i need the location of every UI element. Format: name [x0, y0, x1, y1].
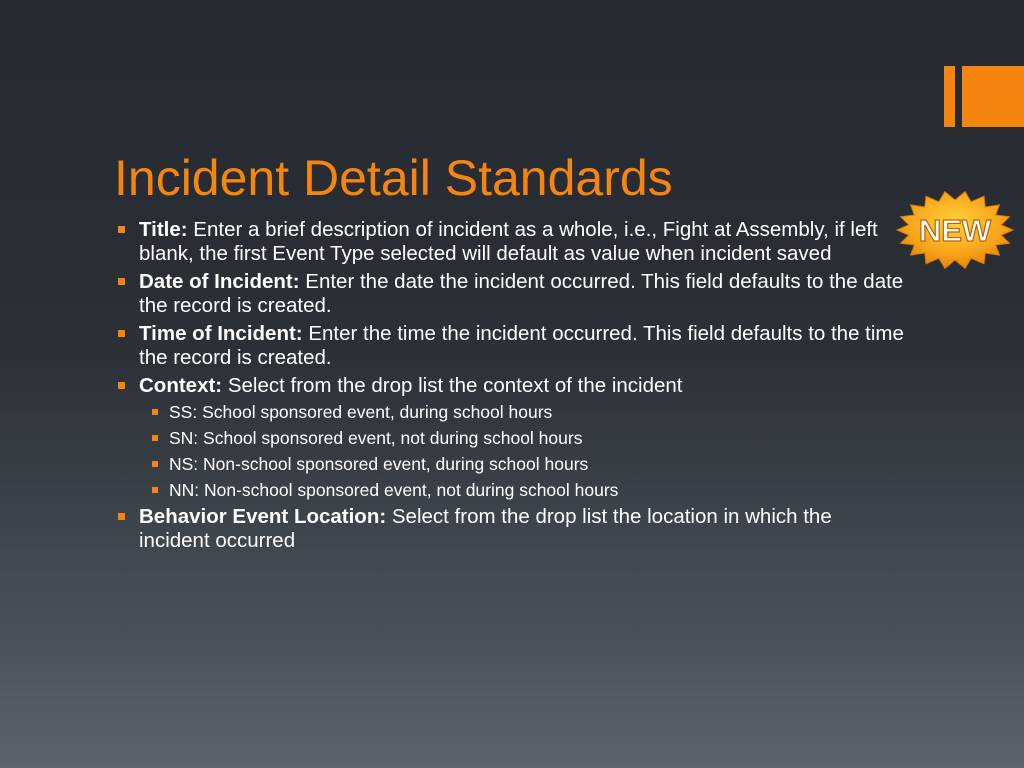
sub-bullet-ss: [139, 401, 908, 423]
bullet-date-of-incident: [118, 270, 908, 318]
sub-bullet-marker: [152, 487, 158, 493]
decorative-bar-thin: [944, 66, 955, 127]
sub-bullet-text: SN: School sponsored event, not during school hours: [169, 428, 583, 448]
sub-bullet-nn: [139, 479, 908, 501]
sub-bullet-marker: [152, 409, 158, 415]
decorative-bar-wide: [962, 66, 1024, 127]
bullet-marker: [118, 513, 125, 520]
bullet-text: Enter the time the incident occurred. This field defaults to the time the record is created.: [139, 322, 904, 369]
sub-bullet-marker: [152, 461, 158, 467]
context-options-list: [139, 401, 908, 501]
bullet-marker: [118, 330, 125, 337]
bullet-text: Enter the date the incident occurred. This field defaults to the date the record is created.: [139, 270, 904, 317]
bullet-label: Behavior Event Location:: [139, 505, 387, 528]
bullet-label: Title:: [139, 218, 188, 241]
new-badge: [896, 190, 1014, 270]
bullet-title: [118, 218, 908, 266]
sub-bullet-sn: [139, 427, 908, 449]
bullet-marker: [118, 278, 125, 285]
bullet-text: Select from the drop list the context of the incident: [222, 374, 683, 397]
sub-bullet-ns: [139, 453, 908, 475]
bullet-label: Date of Incident:: [139, 270, 300, 293]
bullet-label: Time of Incident:: [139, 322, 303, 345]
slide-content: [118, 218, 908, 557]
slide-title: Incident Detail Standards: [114, 150, 673, 206]
bullet-marker: [118, 382, 125, 389]
sub-bullet-marker: [152, 435, 158, 441]
new-badge-text: NEW: [918, 213, 992, 248]
sub-bullet-text: SS: School sponsored event, during school hours: [169, 402, 553, 422]
bullet-behavior-event-location: [118, 505, 908, 553]
bullet-label: Context:: [139, 374, 223, 397]
bullet-marker: [118, 226, 125, 233]
sub-bullet-text: NS: Non-school sponsored event, during school hours: [169, 454, 589, 474]
bullet-time-of-incident: [118, 322, 908, 370]
bullet-text: Select from the drop list the location in which the incident occurred: [139, 505, 832, 552]
bullet-context: [118, 374, 908, 501]
bullet-text: Enter a brief description of incident as a whole, i.e., Fight at Assembly, if left blank, the first Event Type selected will default as value when incident saved: [139, 218, 878, 265]
sub-bullet-text: NN: Non-school sponsored event, not during school hours: [169, 480, 619, 500]
